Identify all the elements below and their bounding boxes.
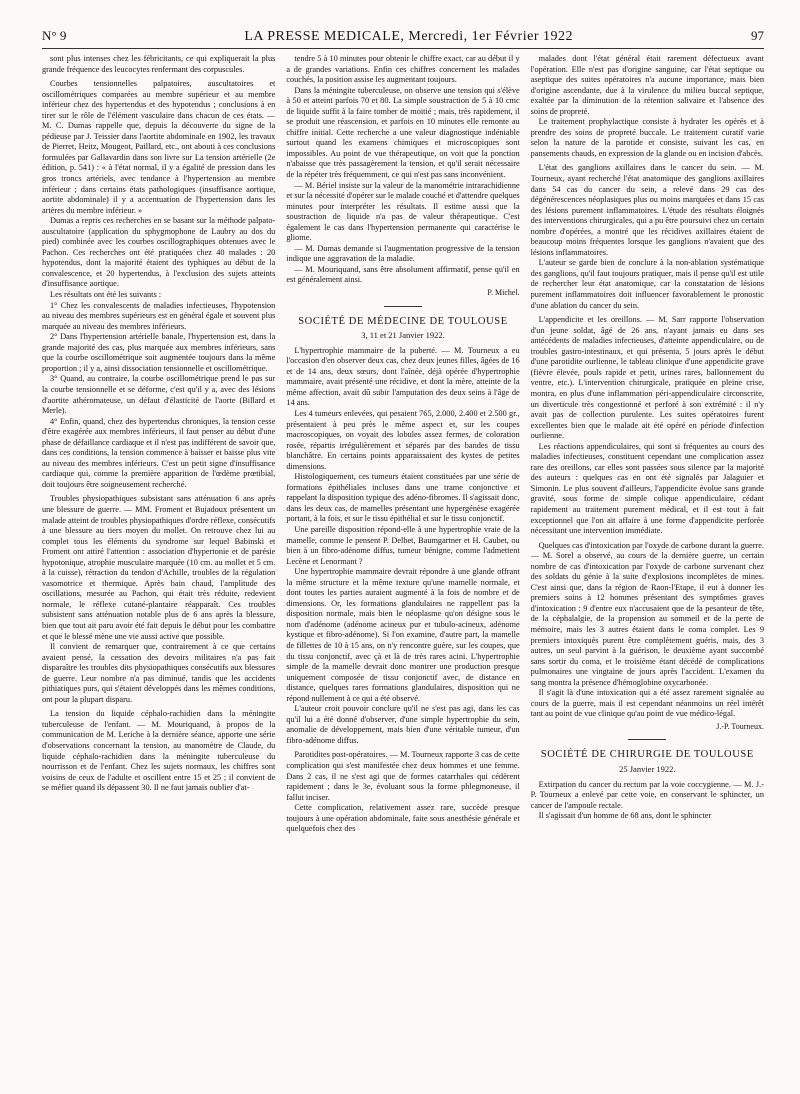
paragraph: 3° Quand, au contraire, la courbe oscillométrique prend le pas sur la courbe tensionnelle et se déforme, c'est qu'il y a, avec des lésions d'aortite athéromateuse, un défaut d'élasticité de l'aorte (Billard et Merle). xyxy=(42,374,276,416)
paragraph: Il s'agissait d'un homme de 68 ans, dont le sphincter xyxy=(538,811,712,821)
paragraph: Courbes tensionnelles palpatoires, auscultatoires et oscillométriques comparées au membre supérieur et au membre inférieur chez des hypertendus et des hypotendus ; conclusions à en tirer sur le rôle de l'élément vasculaire dans chacun de ces états. — M. C. Dumas rappelle que, depuis la découverte du signe de la pédieuse par J. Teissier dans l'aortite abdominale en 1902, les travaux de Pierret, Heitz, Mougeot, Paillard, etc., ont abouti à ces conclusions formulées par Gallavardin dans son livre sur La tension artérielle (2e édition, p. 541) : « à l'état normal, il y a égalité de pression dans les gros troncs artériels, avec tendance à l'hypertension au membre inférieur ; dans certains états pathologiques (insuffisance aortique, aortite abdominale) il y a accentuation de l'hypertension dans les artères du membre inférieur. » xyxy=(42,79,276,215)
column-2 xyxy=(286,54,519,1094)
paragraph: Les 4 tumeurs enlevées, qui pesaient 765, 2.000, 2.400 et 2.500 gr., présentaient à peu près le même aspect et, sur les coupes macroscopiques, on voyait des lobules assez fermes, de coloration rosée, répartis irrégulièrement et séparés par des bandes de tissu blanchâtre. En certains points apparaissaient des kystes de petites dimensions. xyxy=(286,408,520,471)
paragraph: L'auteur croit pouvoir conclure qu'il ne s'est pas agi, dans les cas qu'il lui a été donné d'observer, d'une simple hypertrophie du sein, anomalie de développement, mais bien d'une véritable tumeur, d'un fibro-adénome diffus. xyxy=(286,704,520,745)
paragraph: malades dont l'état général était rarement défectueux avant l'opération. Elle n'est pas d'origine sanguine, car l'état septique ou aseptique des suites opératoires n'a aucune importance, mais bien d'origine ascendante, due à la virulence du milieu buccal septique, exaltée par la diminution de la rétention salivaire et l'absence des soins de propreté. xyxy=(530,54,764,116)
journal-title: LA PRESSE MEDICALE, Mercredi, 1er Février 1922 xyxy=(244,29,573,44)
issue-number: N° 9 xyxy=(42,28,67,43)
paragraph: Il s'agit là d'une intoxication qui a été assez rarement signalée au cours de la guerre, mais il est cependant néanmoins un réel intérêt tant au point de vue clinique qu'au point de vue médico-légal. xyxy=(530,688,764,719)
paragraph: L'appendicite et les oreillons. — M. Sarr rapporte l'observation d'un jeune soldat, âgé de 26 ans, n'ayant jamais eu dans ses antécédents de maladies infectieuses, d'atteinte appendiculaire, ou de troubles gastro-intestinaux, et qui présenta, 5 jours après le début d'une parotidite ourlienne, le tableau clinique d'une appendicite grave (fièvre élevée, pouls rapide et petit, urines rares, ballonnement du ventre, etc.). L'intervention chirurgicale, pratiquée en pleine crise, montra, en plus d'une inflammation péri-appendiculaire circonscrite, un diverticule très congestionné et perforé à son extrémité : il n'y avait pas de collection purulente. Les suites opératoires furent excellentes bien que le malade ait été opéré en période d'infection ourlienne. xyxy=(530,315,764,441)
paragraph: Histologiquement, ces tumeurs étaient constituées par une série de formations épithéliales incluses dans une trame conjonctive et rappelant la disposition typique des adéno-fibromes. Il s'agissait donc, dans les deux cas, de mamelles présentant une hypergénèse exagérée portant, à la fois, et sur le tissu épithélial et sur le tissu conjonctif. xyxy=(286,472,520,524)
paragraph: La tension du liquide céphalo-rachidien dans la méningite tuberculeuse de l'enfant. — M. Mouriquand, à propos de la communication de M. Leriche à la dernière séance, apporte une série d'observations concernant la tension, au manomètre de Claude, du liquide céphalo-rachidien dans la méningite tuberculeuse du nourrisson et de l'enfant. Chez les sujets normaux, les chiffres sont voisins de ceux de l'adulte et oscillent entre 15 et 25 ; il convient de se méfier quand ils dépassent 30. Il ne faut jamais oublier d'at- xyxy=(42,709,276,793)
paragraph: Une hypertrophie mammaire devrait répondre à une glande offrant la même structure et la même texture qu'une mamelle normale, et dont toutes les parties auraient augmenté à la fois de nombre et de dimensions. Or, les formations glandulaires ne rappellent pas la disposition normale, mais bien le néoplasme qu'on désigne sous le nom d'adénome (adénome acineux pur et tubulo-acineux, adénome kystique et fibro-adénome). Si l'on examine, d'autre part, la mamelle de fillettes de 10 à 15 ans, on n'y rencontre guère, sur les coupes, que du tissu conjonctif, avec çà et là de très rares acini. L'hypertrophie simple de la mamelle devrait donc montrer une production presque uniquement composée de tissu conjonctif avec, de distance en distance, quelques rares formations glandulaires, disposition qui ne répond nullement à ce qui a été observé. xyxy=(286,567,520,703)
column-3 xyxy=(531,54,764,1094)
signature: P. Michel. xyxy=(487,288,520,298)
paragraph: Troubles physiopathiques subsistant sans atténuation 6 ans après une blessure de guerre. — MM. Froment et Bujadoux présentent un malade atteint de troubles physiopathiques d'ordre réflexe, consécutifs à une blessure au tiers moyen du mollet. On retrouve chez lui au complet tous les éléments du syndrome sur lequel Babinski et Froment ont attiré l'attention : association d'hypertonie et de parésie hypotonique, atrophie musculaire marquée (10 cm. au mollet et 5 cm. à la cuisse), rétraction du tendon d'Achille, troubles de la régulation vasomotrice et thermique. Après bain chaud, l'amplitude des oscillations, mesurée au Pachon, qui était très réduite, redevient normale, le réflexe cutané-plantaire réapparaît. Ces troubles subsistent sans atténuation notable plus de 6 ans après la blessure, bien que tout ait paru avoir été fait depuis le début pour les combattre et que le blessé mène une vie aussi active que possible. xyxy=(42,494,276,641)
paragraph: Dumas a repris ces recherches en se basant sur la méthode palpato-auscultatoire (application du sphygmophone de Laubry au dos du pied) combinée avec les courbes oscillographiques obtenues avec le Pachon. Ces recherches ont été pratiquées chez 40 malades : 20 hypotendus, dont la majorité étaient des typhiques au début de la convalescence, et 20 hypertendus, à l'exclusion des sujets atteints d'insuffisance aortique. xyxy=(42,216,276,289)
paragraph: — M. Mouriquand, sans être absolument affirmatif, pense qu'il en est généralement ainsi. xyxy=(286,264,520,285)
paragraph: L'auteur se garde bien de conclure à la non-ablation systématique des ganglions, qu'il faut toujours pratiquer, mais il pense qu'il est utile de rechercher leur état anatomique, car la constatation de lésions purement inflammatoires doit influencer favorablement le pronostic d'une ablation du cancer du sein. xyxy=(530,258,764,310)
paragraph: Une pareille disposition répond-elle à une hypertrophie vraie de la mamelle, comme le pensent P. Delbet, Baumgartner et H. Caubet, ou bien à un fibro-adénome diffus, tumeur bénigne, comme l'admettent Lecène et Lenormant ? xyxy=(286,524,520,566)
paragraph: 1° Chez les convalescents de maladies infectieuses, l'hypotension au niveau des membres supérieurs est en général égale et souvent plus marquée au niveau des membres inférieurs. xyxy=(42,300,276,331)
paragraph: 2° Dans l'hypertension artérielle banale, l'hypertension est, dans la grande majorité des cas, plus marquée aux membres inférieurs, sans que la courbe oscillométrique soit augmentée toujours dans la même proportion ; il y a, ainsi dissociation tensionnelle et oscillométrique. xyxy=(42,332,276,373)
signature: J.-P. Tourneux. xyxy=(716,721,764,731)
paragraph: 4° Enfin, quand, chez des hypertendus chroniques, la tension cesse d'être exagérée aux membres inférieurs, il faut penser au début d'une phase de défaillance cardiaque et il n'est pas indifférent de savoir que, dans ces conditions, la tension commence à baisser et baisse plus vite au niveau des membres inférieurs. C'est un petit signe d'insuffisance cardiaque qui, comme la première apparition de l'œdème prœtibial, doit toujours être soigneusement recherché. xyxy=(42,416,276,489)
section-heading: SOCIÉTÉ DE MÉDECINE DE TOULOUSE xyxy=(298,315,508,327)
section-date: 25 Janvier 1922. xyxy=(619,764,676,774)
page-number: 97 xyxy=(751,28,764,43)
paragraph: Quelques cas d'intoxication par l'oxyde de carbone durant la guerre. — M. Sorel a observé, au cours de la dernière guerre, un certain nombre de cas d'intoxication par l'oxyde de carbone survenant chez des soldats du génie à la suite d'explosions incomplètes de mines. C'est ainsi que, dans la région de Raon-l'Etape, il eut à donner les premiers soins à 12 hommes présentant des symptômes graves d'intoxication : 9 d'entre eux n'accusaient que de la pesanteur de tête, de la céphalalgie, de la propension au sommeil et de la perte de mémoire, mais les 3 autres étaient dans le coma complet. Les 9 premiers intoxiqués purent être complètement guéris, mais, des 3 autres, un seul parvint à la guérison, le deuxième ayant succombé sans sortir du coma, et le troisième étant décédé de complications pulmonaires une vingtaine de jours après l'accident. L'examen du sang montra la présence d'hémoglobine oxycarbonée. xyxy=(530,540,764,687)
section-heading: SOCIÉTÉ DE CHIRURGIE DE TOULOUSE xyxy=(540,749,754,761)
paragraph: Dans la méningite tuberculeuse, on observe une tension qui s'élève à 50 et atteint parfois 70 et 80. La simple soustraction de 5 à 10 cmc de liquide suffit à la faire tomber de moitié ; mais, très rapidement, il se produit une réascension, et parfois en 10 minutes elle remonte au chiffre initial. Cette recherche a une valeur diagnostique indéniable surtout quand les examens chimiques et microscopiques sont impossibles. Au point de vue thérapeutique, on voit que la ponction n'abaisse que très passagèrement la tension, et qu'il serait nécessaire de la répéter très fréquemment, ce qui n'est pas sans inconvénient. xyxy=(286,85,520,180)
paragraph: — M. Dumas demande si l'augmentation progressive de la tension indique une aggravation de la maladie. xyxy=(286,243,520,264)
paragraph: Les réactions appendiculaires, qui sont si fréquentes au cours des maladies infectieuses, constituent cependant une complication assez rare des oreillons, car elles sont passées sous silence par la majorité des auteurs : quelques cas en ont été signalés par Jalaguier et Simonin. Le plus souvent d'ailleurs, l'appendicite évolue sans grande gravité, sous forme de simple colique appendiculaire, cédant rapidement au traitement purement médical, et il est tout à fait exceptionnel que l'on ait affaire à une forme d'appendicite perforée nécessitant une intervention immédiate. xyxy=(530,441,764,536)
paragraph: Les résultats ont été les suivants : xyxy=(50,290,162,300)
paragraph: Cette complication, relativement assez rare, succède presque toujours à une opération abdominale, faite sous anesthésie générale et quelquefois chez des xyxy=(286,803,520,834)
text-columns xyxy=(42,54,764,1094)
paragraph: Parotidites post-opératoires. — M. Tourneux rapporte 3 cas de cette complication qui s'est manifestée chez deux hommes et une femme. Dans 2 cas, il ne s'est agi que de formes catarrhales qui cédèrent rapidement ; dans le 3e, évoluant sous la forme phlegmoneuse, il fallut inciser. xyxy=(286,750,520,802)
column-1 xyxy=(42,54,275,1094)
paragraph: tendre 5 à 10 minutes pour obtenir le chiffre exact, car au début il y a de grandes variations. Enfin ces chiffres concernent les malades couchés, la position assise les augmentant toujours. xyxy=(286,54,520,85)
paragraph: Extirpation du cancer du rectum par la voie coccygienne. — M. J.-P. Tourneux a enlevé par cette voie, en conservant le sphincter, un cancer de l'ampoule rectale. xyxy=(530,779,764,810)
paragraph: Il convient de remarquer que, contrairement à ce que certains avaient pensé, la cessation des devoirs militaires n'a pas fait disparaître les troubles dits physiopathiques consécutifs aux blessures de guerre. Leur nombre n'a pas diminué, tandis que les accidents pithiatiques purs, qui s'étaient développés dans les mêmes conditions, ont pour la plupart disparu. xyxy=(42,642,276,704)
section-date: 3, 11 et 21 Janvier 1922. xyxy=(361,330,445,341)
divider xyxy=(384,306,422,307)
paragraph: L'état des ganglions axillaires dans le cancer du sein. — M. Tourneux, ayant recherché l'état anatomique des ganglions axillaires dans 54 cas du cancer du sein, a relevé dans 29 cas des dégénérescences néoplasiques plus ou moins marquées et dans 15 cas des lésions purement inflammatoires. L'étude des résultats éloignés des interventions chirurgicales, qui a pu être poursuivi chez un certain nombre d'opérées, a montré que les récidives axillaires étaient de beaucoup moins fréquentes lorsque les ganglions n'avaient que des lésions inflammatoires. xyxy=(530,163,764,257)
paragraph: — M. Bériel insiste sur la valeur de la manométrie intrarachidienne et sur la nécessité d'opérer sur le malade couché et d'attendre quelques minutes pour interpréter les résultats. Il estime aussi que la soustraction de liquide n'a pas de valeur thérapeutique. C'est également le cas dans l'hypertension permanente qui caractérise le gliome. xyxy=(286,180,520,243)
page-header xyxy=(42,28,764,49)
paragraph: sont plus intenses chez les fébricitants, ce qui expliquerait la plus grande fréquence des leucocytes renfermant des corpuscules. xyxy=(42,54,276,74)
divider xyxy=(628,739,666,740)
paragraph: Le traitement prophylactique consiste à hydrater les opérés et à prendre des soins de propreté buccale. Le traitement curatif varie selon la nature de la parotide et consiste, suivant les cas, en pansements chauds, en expression de la glande ou en incision d'abcès. xyxy=(530,117,764,158)
paragraph: L'hypertrophie mammaire de la puberté. — M. Tourneux a eu l'occasion d'en observer deux cas, chez deux jeunes filles, âgées de 16 et de 14 ans, deux sœurs, dont l'aînée, déjà opérée d'hypertrophie mammaire, avait présenté une récidive, et dont la mère, atteinte de la même affection, avait dû subir l'amputation des deux seins à l'âge de 14 ans. xyxy=(286,345,520,408)
